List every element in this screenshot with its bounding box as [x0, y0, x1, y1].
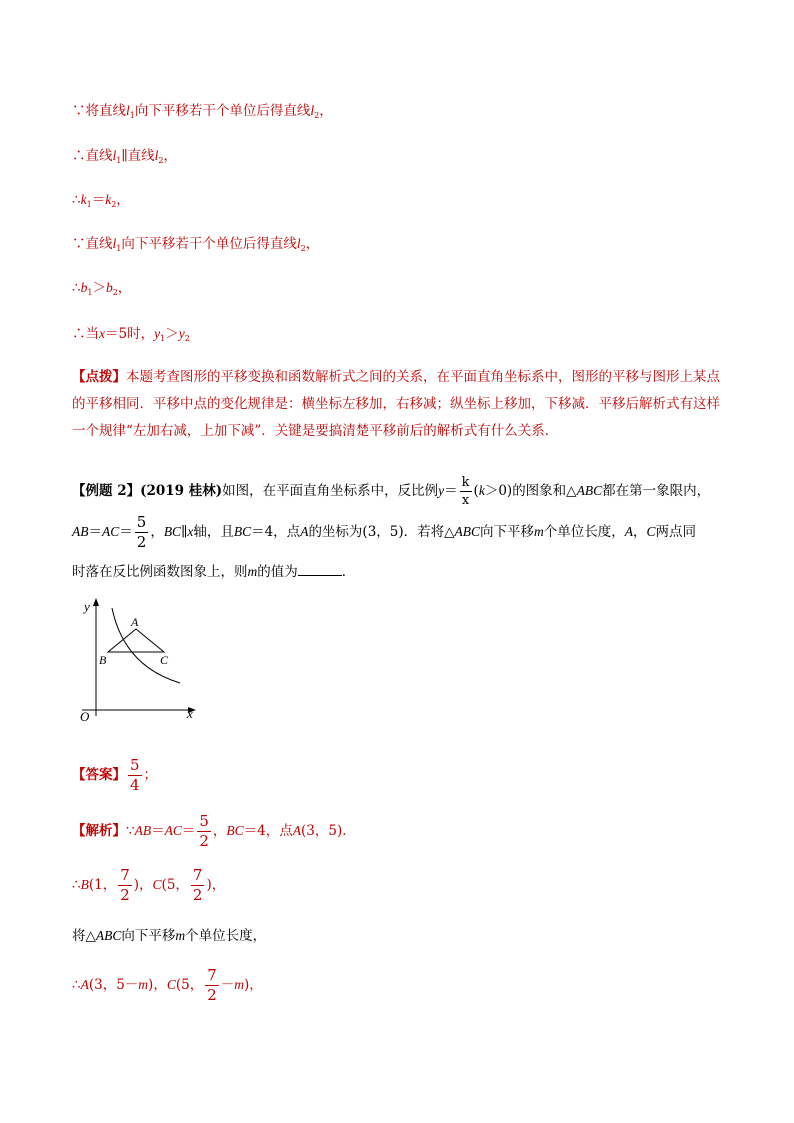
subscript: 2	[300, 244, 306, 253]
var: C	[646, 524, 656, 539]
subscript: 2	[314, 111, 320, 120]
var: C	[152, 877, 162, 892]
fraction	[191, 868, 205, 903]
text: ＝	[151, 823, 165, 839]
var: x	[99, 326, 105, 341]
text: ∴	[72, 192, 81, 208]
var: A	[624, 524, 634, 539]
text: 向下平移若干个单位后得直线	[121, 236, 297, 252]
var: A	[80, 977, 89, 992]
text: )，	[244, 977, 263, 993]
text: (	[473, 483, 479, 499]
example-line-1	[72, 476, 710, 507]
numerator: 7	[192, 866, 203, 884]
var: ABC	[454, 524, 481, 539]
subscript: 1	[160, 334, 166, 343]
text: ＝	[91, 192, 106, 208]
text: ＝	[444, 483, 458, 499]
text: )，	[206, 877, 226, 893]
fraction-5-over-2	[135, 515, 149, 550]
var: BC	[163, 524, 182, 539]
text: ＝5时，	[105, 326, 155, 342]
text: (1，	[88, 877, 117, 893]
label-a: A	[131, 615, 139, 629]
var: BC	[226, 823, 244, 838]
answer-blank	[298, 563, 342, 576]
subscript: 1	[87, 288, 93, 297]
text: ，	[117, 280, 132, 296]
subscript: 2	[184, 334, 190, 343]
numerator: 7	[207, 966, 217, 984]
text: ＞	[92, 280, 106, 296]
var: k	[478, 483, 485, 498]
text: 的坐标为(3，5)．若将△	[308, 524, 455, 540]
subscript: 1	[86, 200, 92, 209]
var: k	[80, 192, 87, 207]
proof-line-3	[72, 190, 130, 210]
denominator: 2	[192, 886, 203, 904]
var: m	[247, 564, 258, 579]
text: 向下平移若干个单位后得直线	[134, 103, 311, 119]
example-line-2	[72, 515, 696, 550]
subscript: 1	[116, 244, 122, 253]
text: 向下平移	[121, 928, 176, 944]
text: ＞0)	[484, 483, 513, 499]
var: l	[296, 236, 301, 251]
fraction	[118, 868, 132, 903]
text: ＝4，点	[243, 823, 293, 839]
solution-label: 【解析】	[72, 823, 126, 839]
var: B	[80, 877, 89, 892]
var: AC	[164, 823, 182, 838]
example-source: (2019 桂林)	[140, 483, 223, 499]
text: 时落在反比例函数图象上，则	[72, 564, 248, 580]
text: ∴	[72, 280, 81, 296]
var: m	[138, 977, 149, 992]
text: ∵直线	[72, 236, 113, 252]
denominator: 4	[130, 776, 140, 794]
solution-line-3	[72, 926, 266, 946]
proof-line-4	[72, 234, 319, 254]
text: ，	[633, 524, 647, 540]
text: ∴当	[72, 326, 99, 342]
var: y	[178, 326, 185, 341]
var: BC	[233, 524, 252, 539]
text: 向下平移	[480, 524, 535, 540]
var: m	[534, 524, 544, 539]
text: ＝4，点	[251, 524, 301, 540]
text: 两点同	[655, 524, 697, 540]
text: ，	[163, 148, 177, 164]
text: ∴直线	[72, 148, 113, 164]
numerator: 7	[120, 866, 130, 884]
var: A	[292, 823, 302, 838]
var: l	[310, 103, 315, 118]
var: ABC	[95, 928, 122, 943]
solution-line-4	[72, 968, 263, 1003]
proof-line-5	[72, 278, 131, 298]
answer-line	[72, 758, 157, 793]
coordinate-figure	[72, 596, 202, 728]
proof-line-2	[72, 146, 177, 166]
text: －	[220, 977, 235, 993]
var: A	[300, 524, 309, 539]
var: y	[154, 326, 161, 341]
text: ，	[305, 236, 320, 252]
text: ＝	[119, 524, 133, 540]
text: )，	[148, 977, 167, 993]
var: l	[112, 148, 117, 163]
text: ＞	[165, 326, 179, 342]
text: (3，5－	[88, 977, 139, 993]
text: (5，	[175, 977, 204, 993]
tip-paragraph	[72, 364, 732, 445]
text: 轴，且	[193, 524, 234, 540]
label-b: B	[99, 653, 107, 667]
label-c: C	[160, 653, 169, 667]
tip-label: 【点拨】	[72, 369, 126, 385]
subscript: 2	[112, 288, 118, 297]
subscript: 2	[158, 156, 164, 165]
text: ，	[212, 823, 227, 839]
fraction	[197, 814, 211, 849]
text: ∴	[72, 977, 81, 993]
denominator: 2	[136, 533, 147, 551]
denominator: 2	[199, 832, 209, 850]
subscript: 1	[129, 111, 135, 120]
denominator: 2	[120, 886, 130, 904]
text: 个单位长度，	[543, 524, 625, 540]
text: ＝	[88, 524, 102, 540]
label-y: y	[84, 599, 90, 614]
var: l	[154, 148, 159, 163]
var: AB	[134, 823, 152, 838]
proof-line-1	[72, 101, 333, 121]
text: ∴	[72, 877, 81, 893]
var: y	[438, 483, 445, 498]
subscript: 1	[116, 156, 122, 165]
subscript: 2	[111, 200, 117, 209]
hyperbola-curve	[112, 608, 180, 683]
var: k	[105, 192, 112, 207]
text: ∥直线	[121, 148, 155, 164]
text: 个单位长度，	[185, 928, 267, 944]
text: ∵将直线	[72, 103, 126, 119]
text: 都在第一象限内，	[602, 483, 711, 499]
var: m	[234, 977, 244, 992]
example-label: 【例题 2】	[72, 483, 141, 499]
text: ∵	[126, 823, 135, 839]
numerator: 5	[136, 513, 147, 531]
answer-label: 【答案】	[72, 767, 126, 783]
var: AC	[102, 524, 120, 539]
var: C	[166, 977, 176, 992]
y-axis-arrow	[93, 598, 99, 606]
numerator: 5	[199, 812, 209, 830]
text: ；	[143, 767, 158, 783]
text: ，	[319, 103, 333, 119]
text: 将△	[72, 928, 96, 944]
numerator: k	[461, 475, 470, 490]
text: ∥	[181, 524, 188, 540]
answer-fraction	[128, 758, 142, 793]
text: ＝	[181, 823, 196, 839]
var: m	[175, 928, 186, 943]
text: )，	[133, 877, 153, 893]
triangle-abc	[108, 629, 164, 652]
tip-text: 本题考查图形的平移变换和函数解析式之间的关系，在平面直角坐标系中，图形的平移与图形上某点的平移相同．平移中点的变化规律是：横坐标左移加，右移减；纵坐标上移加，下移减．平移后解析式有这样一个规律“左加右减，上加下减”．关键是要搞清楚平移前后的解析式有什么关系．	[72, 369, 720, 439]
label-o: O	[80, 709, 90, 724]
var: l	[112, 236, 117, 251]
var: b	[105, 280, 113, 295]
var: x	[187, 524, 194, 539]
var: ABC	[576, 483, 603, 498]
text: (5，	[161, 877, 189, 893]
var: AB	[72, 524, 89, 539]
text: 如图，在平面直角坐标系中，反比例	[222, 483, 439, 499]
solution-line-1	[72, 814, 356, 849]
denominator: x	[461, 493, 470, 508]
text: ，	[150, 524, 164, 540]
example-line-3	[72, 562, 355, 582]
text: 的图象和△	[512, 483, 577, 499]
text: (3，5)．	[301, 823, 356, 839]
var: b	[80, 280, 88, 295]
fraction	[205, 968, 219, 1003]
solution-line-2	[72, 868, 225, 903]
numerator: 5	[130, 756, 140, 774]
text: ．	[341, 564, 356, 580]
fraction-k-over-x	[460, 476, 472, 507]
denominator: 2	[207, 986, 217, 1004]
text: 的值为	[257, 564, 298, 580]
var: l	[126, 103, 130, 118]
label-x: x	[187, 706, 193, 721]
proof-line-6	[72, 324, 190, 344]
text: ，	[116, 192, 130, 208]
